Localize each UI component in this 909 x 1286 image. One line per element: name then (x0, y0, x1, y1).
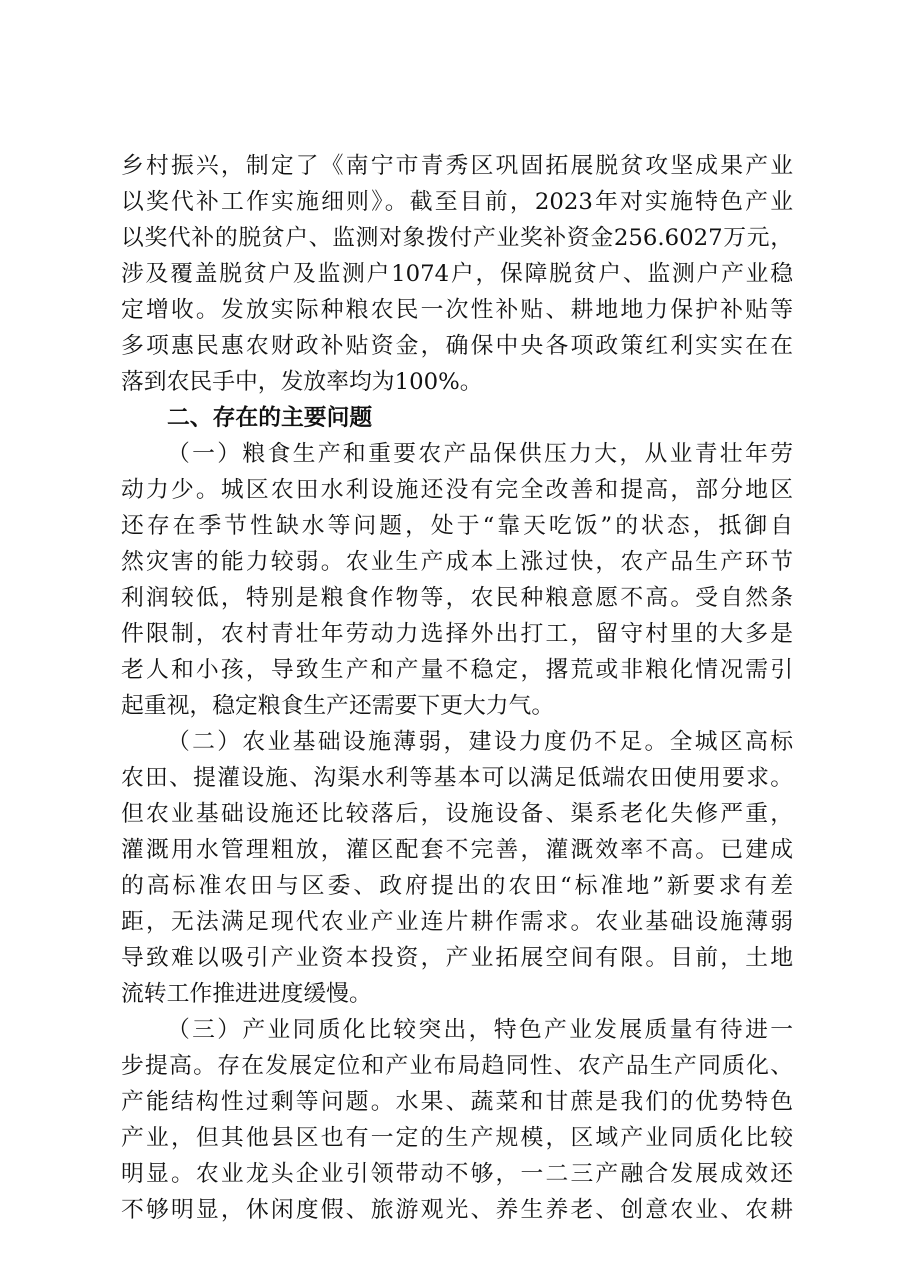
problem-1-line-3: 还存在季节性缺水等问题，处于“靠天吃饭”的状态，抵御自 (121, 513, 793, 539)
intro-line-6: 多项惠民惠农财政补贴资金，确保中央各项政策红利实实在在 (121, 333, 793, 359)
problem-3-line-3: 产能结构性过剩等问题。水果、蔬菜和甘蔗是我们的优势特色 (121, 1089, 793, 1115)
problem-2-line-8: 流转工作推进进度缓慢。 (121, 981, 372, 1007)
problem-1-line-2: 动力少。城区农田水利设施还没有完全改善和提高，部分地区 (121, 477, 793, 503)
problem-1-line-5: 利润较低，特别是粮食作物等，农民种粮意愿不高。受自然条 (121, 585, 793, 611)
problem-1-line-4: 然灾害的能力较弱。农业生产成本上涨过快，农产品生产环节 (121, 549, 793, 575)
problem-1-line-6: 件限制，农村青壮年劳动力选择外出打工，留守村里的大多是 (121, 621, 793, 647)
problem-2-line-1: （二）农业基础设施薄弱，建设力度仍不足。全城区高标 (167, 729, 793, 755)
problem-1-line-7: 老人和小孩，导致生产和产量不稳定，撂荒或非粮化情况需引 (121, 657, 793, 683)
problem-3-line-6: 不够明显，休闲度假、旅游观光、养生养老、创意农业、农耕 (121, 1197, 793, 1223)
intro-line-2: 以奖代补工作实施细则》。截至目前，2023年对实施特色产业 (121, 189, 793, 215)
problem-2-line-2: 农田、提灌设施、沟渠水利等基本可以满足低端农田使用要求。 (121, 765, 793, 791)
intro-line-4: 涉及覆盖脱贫户及监测户1074户，保障脱贫户、监测户产业稳 (121, 261, 793, 287)
problem-3-line-1: （三）产业同质化比较突出，特色产业发展质量有待进一 (167, 1017, 793, 1043)
section-heading: 二、存在的主要问题 (167, 405, 373, 431)
problem-2-line-4: 灌溉用水管理粗放，灌区配套不完善，灌溉效率不高。已建成 (121, 837, 793, 863)
problem-2-line-7: 导致难以吸引产业资本投资，产业拓展空间有限。目前，土地 (121, 945, 793, 971)
problem-1-line-8: 起重视，稳定粮食生产还需要下更大力气。 (121, 693, 555, 719)
intro-line-3: 以奖代补的脱贫户、监测对象拨付产业奖补资金256.6027万元， (121, 225, 793, 251)
problem-1-line-1: （一）粮食生产和重要农产品保供压力大，从业青壮年劳 (167, 441, 793, 467)
intro-line-1: 乡村振兴，制定了《南宁市青秀区巩固拓展脱贫攻坚成果产业 (121, 153, 793, 179)
problem-3-line-4: 产业，但其他县区也有一定的生产规模，区域产业同质化比较 (121, 1125, 793, 1151)
problem-2-line-5: 的高标准农田与区委、政府提出的农田“标准地”新要求有差 (121, 873, 793, 899)
document-body (121, 148, 793, 1228)
problem-3-line-5: 明显。农业龙头企业引领带动不够，一二三产融合发展成效还 (121, 1161, 793, 1187)
problem-2-line-3: 但农业基础设施还比较落后，设施设备、渠系老化失修严重， (121, 801, 793, 827)
intro-line-7: 落到农民手中，发放率均为100%。 (121, 369, 483, 395)
problem-3-line-2: 步提高。存在发展定位和产业布局趋同性、农产品生产同质化、 (121, 1053, 793, 1079)
problem-2-line-6: 距，无法满足现代农业产业连片耕作需求。农业基础设施薄弱 (121, 909, 793, 935)
intro-line-5: 定增收。发放实际种粮农民一次性补贴、耕地地力保护补贴等 (121, 297, 793, 323)
